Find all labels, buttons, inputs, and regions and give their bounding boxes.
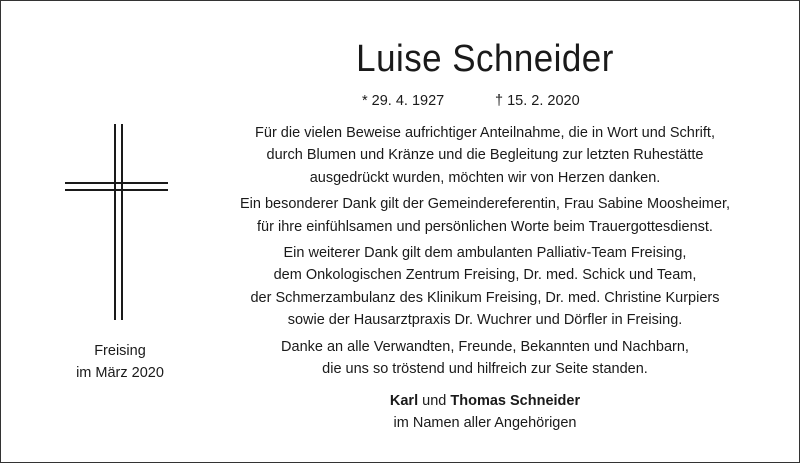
signer-second: Thomas Schneider: [450, 393, 581, 409]
text-line: Ein weiterer Dank gilt dem ambulanten Palliativ-Team Freising,: [283, 245, 687, 262]
signer-connector: und: [422, 393, 447, 409]
place: Freising: [94, 343, 146, 359]
text-line: Ein besonderer Dank gilt der Gemeindereferentin, Frau Sabine Moosheimer,: [239, 196, 731, 213]
text-line: sowie der Hausarztpraxis Dr. Wuchrer und Dörfler in Freising.: [287, 312, 683, 329]
text-line: Danke an alle Verwandten, Freunde, Bekannten und Nachbarn,: [281, 338, 689, 355]
cross-vertical-left: [114, 124, 116, 320]
birth-date: * 29. 4. 1927: [362, 93, 445, 109]
thanks-text: [180, 122, 790, 380]
place-date-block: [60, 340, 180, 384]
paragraph-special-thanks: [180, 193, 790, 238]
signature-block: [300, 390, 670, 434]
text-line: der Schmerzambulanz des Klinikum Freising, Dr. med. Christine Kurpiers: [250, 289, 720, 306]
text-line: für ihre einfühlsamen und persönlichen Worte beim Trauergottesdienst.: [257, 218, 713, 235]
paragraph-thanks: [180, 122, 790, 189]
text-line: dem Onkologischen Zentrum Freising, Dr. med. Schick und Team,: [273, 267, 697, 284]
signer-first: Karl: [389, 393, 419, 409]
cross-horizontal-top: [65, 182, 168, 184]
deceased-name: Luise Schneider: [356, 38, 614, 80]
text-line: durch Blumen und Kränze und die Begleitung zur letzten Ruhestätte: [266, 147, 704, 164]
text-line: ausgedrückt wurden, möchten wir von Herzen danken.: [309, 169, 661, 186]
cross-vertical-right: [121, 124, 123, 320]
death-date: † 15. 2. 2020: [495, 93, 580, 109]
cross-horizontal-bottom: [65, 189, 168, 191]
paragraph-family-thanks: [180, 336, 790, 381]
cross-icon: [60, 124, 170, 320]
text-line: die uns so tröstend und hilfreich zur Seite standen.: [322, 361, 648, 378]
signature-names: [300, 390, 670, 412]
signature-subline: im Namen aller Angehörigen: [393, 415, 577, 431]
date: im März 2020: [76, 365, 164, 381]
paragraph-further-thanks: [180, 242, 790, 332]
text-line: Für die vielen Beweise aufrichtiger Anteilnahme, die in Wort und Schrift,: [255, 125, 715, 141]
